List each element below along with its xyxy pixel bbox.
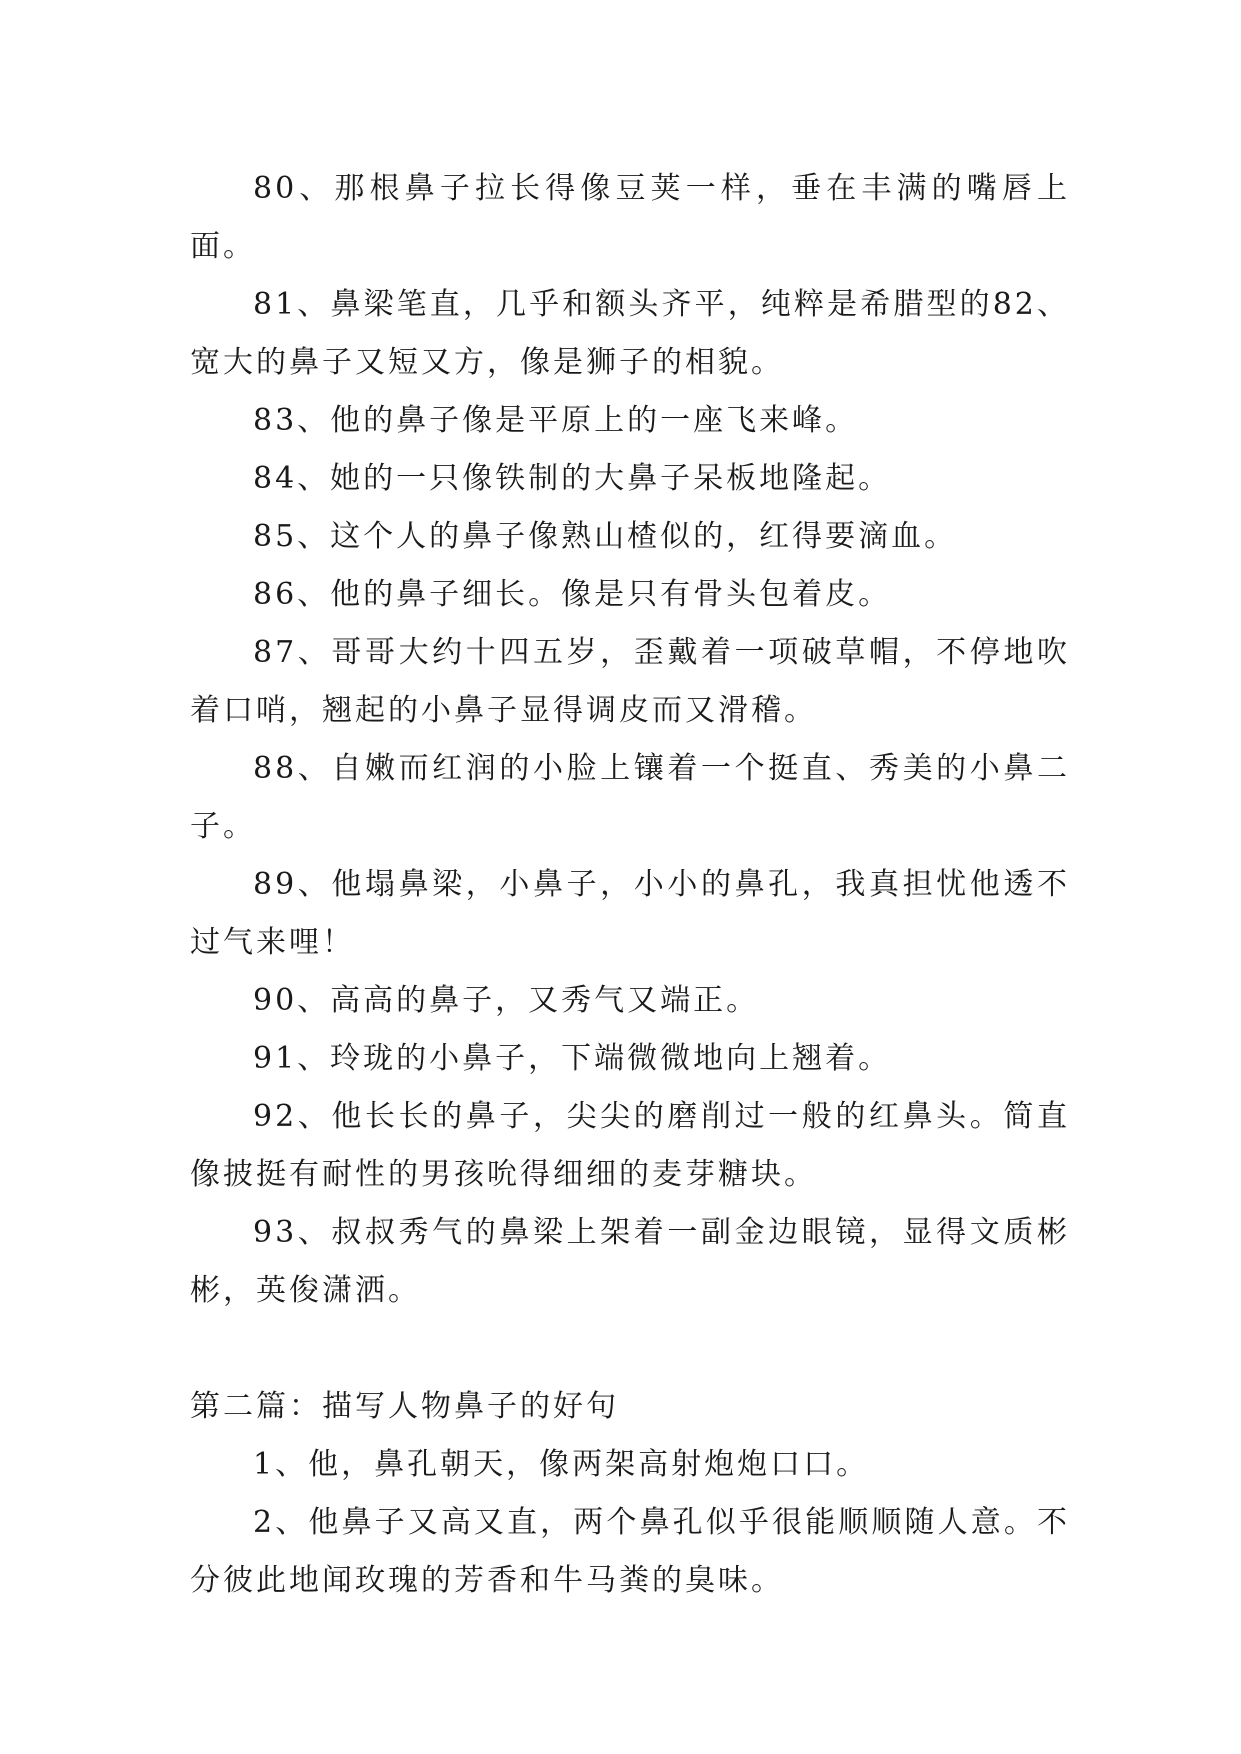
paragraph-89: 89、他塌鼻梁，小鼻子，小小的鼻孔，我真担忧他透不过气来哩！: [190, 867, 1070, 960]
section-gap: [190, 1320, 1070, 1378]
paragraph-88: 88、自嫩而红润的小脸上镶着一个挺直、秀美的小鼻二子。: [190, 751, 1070, 844]
paragraph-86: 86、他的鼻子细长。像是只有骨头包着皮。: [253, 577, 892, 612]
section2-paragraph-2: 2、他鼻子又高又直，两个鼻孔似乎很能顺顺随人意。不分彼此地闻玫瑰的芳香和牛马粪的臭味。: [190, 1505, 1070, 1598]
section2-paragraph-1: 1、他，鼻孔朝天，像两架高射炮炮口口。: [253, 1447, 870, 1482]
section-heading: 第二篇：描写人物鼻子的好句: [190, 1389, 619, 1424]
paragraph-92: 92、他长长的鼻子，尖尖的磨削过一般的红鼻头。简直像披挺有耐性的男孩吮得细细的麦芽糖块。: [190, 1099, 1070, 1192]
paragraph-91: 91、玲珑的小鼻子，下端微微地向上翘着。: [253, 1041, 892, 1076]
paragraph-83: 83、他的鼻子像是平原上的一座飞来峰。: [253, 403, 859, 438]
paragraph-80: 80、那根鼻子拉长得像豆荚一样，垂在丰满的嘴唇上面。: [190, 171, 1070, 264]
paragraph-93: 93、叔叔秀气的鼻梁上架着一副金边眼镜，显得文质彬彬，英俊潇洒。: [190, 1215, 1070, 1308]
paragraph-81: 81、鼻梁笔直，几乎和额头齐平，纯粹是希腊型的82、宽大的鼻子又短又方，像是狮子的相貌。: [190, 287, 1070, 380]
paragraph-85: 85、这个人的鼻子像熟山楂似的，红得要滴血。: [253, 519, 958, 554]
paragraph-84: 84、她的一只像铁制的大鼻子呆板地隆起。: [253, 461, 892, 496]
document-body: [190, 160, 1070, 1610]
paragraph-87: 87、哥哥大约十四五岁，歪戴着一项破草帽，不停地吹着口哨，翘起的小鼻子显得调皮而又滑稽。: [190, 635, 1070, 728]
paragraph-90: 90、高高的鼻子，又秀气又端正。: [253, 983, 760, 1018]
